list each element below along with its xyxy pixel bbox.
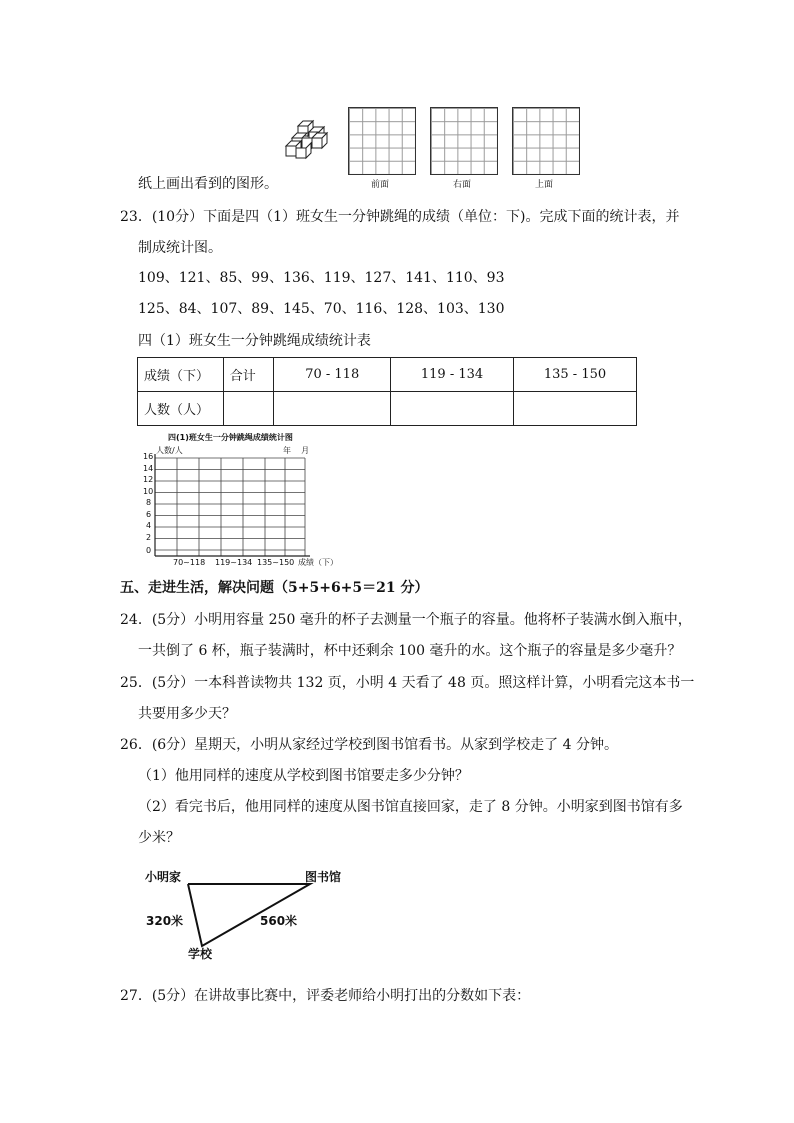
- map-home-label: 小明家: [145, 870, 182, 884]
- q24-line1: 24．(5分）小明用容量 250 毫升的杯子去测量一个瓶子的容量。他将杯子装满水倒入瓶中，: [120, 612, 692, 628]
- table-header-cell: 成绩（下）: [138, 358, 224, 392]
- table-row: [138, 392, 637, 426]
- q26-line1: 26．(6分）星期天，小明从家经过学校到图书馆看书。从家到学校走了 4 分钟。: [120, 737, 618, 753]
- y-tick-12: 12: [143, 475, 154, 484]
- table-cell[interactable]: [391, 392, 514, 426]
- q24-line2: 一共倒了 6 杯，瓶子装满时，杯中还剩余 100 毫升的水。这个瓶子的容量是多少毫升？: [138, 643, 682, 659]
- q22-tail: 纸上画出看到的图形。: [138, 176, 278, 192]
- q23-title: 23．(10分）下面是四（1）班女生一分钟跳绳的成绩（单位：下)。完成下面的统计表，并: [120, 209, 680, 225]
- table-cell[interactable]: [514, 392, 637, 426]
- map-library-label: 图书馆: [305, 870, 342, 884]
- q26-sub2: （2）看完书后，他用同样的速度从图书馆直接回家，走了 8 分钟。小明家到图书馆有多: [138, 799, 683, 815]
- top-view-grid: [512, 107, 580, 175]
- x-tick-label: 135~150: [257, 558, 295, 567]
- table-header-row: [138, 358, 637, 392]
- table-header-cell: 135 - 150: [514, 358, 637, 392]
- right-view-grid: [430, 107, 498, 175]
- chart-date: 年 月: [283, 446, 310, 455]
- bar-chart-grid: [140, 452, 350, 570]
- x-tick-label: 119~134: [215, 558, 253, 567]
- x-tick-label: 70~118: [173, 558, 206, 567]
- y-tick-4: 4: [146, 521, 152, 530]
- q23-table-title: 四（1）班女生一分钟跳绳成绩统计表: [138, 333, 371, 349]
- map-distance-1: 320米: [146, 914, 184, 928]
- q26-sub2-cont: 少米？: [138, 830, 180, 846]
- chart-title: 四(1)班女生一分钟跳绳成绩统计图: [168, 433, 293, 442]
- q23-data-row2: 125、84、107、89、145、70、116、128、103、130: [138, 301, 505, 317]
- q23-data-row1: 109、121、85、99、136、119、127、141、110、93: [138, 270, 505, 286]
- right-view-label: 右面: [453, 180, 472, 190]
- q26-sub1: （1）他用同样的速度从学校到图书馆要走多少分钟？: [138, 768, 469, 784]
- front-view-label: 前面: [371, 180, 390, 190]
- front-view-grid: [348, 107, 416, 175]
- y-tick-6: 6: [146, 510, 152, 519]
- stat-table: [137, 357, 637, 426]
- table-header-cell: 70 - 118: [274, 358, 391, 392]
- cube-stack-figure: [282, 118, 336, 164]
- table-cell[interactable]: [223, 392, 274, 426]
- map-distance-2: 560米: [260, 914, 298, 928]
- table-header-cell: 合计: [223, 358, 274, 392]
- chart-ylabel: 人数/人: [156, 446, 183, 455]
- q27-line1: 27．(5分）在讲故事比赛中，评委老师给小明打出的分数如下表：: [120, 988, 531, 1004]
- y-tick-2: 2: [146, 533, 152, 542]
- table-row-label: 人数（人）: [138, 392, 224, 426]
- x-axis-label: 成绩（下）: [298, 558, 338, 567]
- y-tick-0: 0: [146, 546, 152, 555]
- map-school-label: 学校: [188, 947, 213, 961]
- top-view-label: 上面: [535, 180, 554, 190]
- q25-line1: 25．(5分）一本科普读物共 132 页，小明 4 天看了 48 页。照这样计算，小明看完这本书一: [120, 675, 695, 691]
- table-cell[interactable]: [274, 392, 391, 426]
- y-tick-16: 16: [143, 452, 154, 461]
- y-tick-8: 8: [146, 498, 152, 507]
- q23-title-cont: 制成统计图。: [138, 240, 222, 256]
- y-tick-14: 14: [143, 464, 154, 473]
- q25-line2: 共要用多少天？: [138, 706, 236, 722]
- table-header-cell: 119 - 134: [391, 358, 514, 392]
- section-5-heading: 五、走进生活，解决问题（5+5+6+5＝21 分）: [120, 580, 429, 596]
- y-tick-10: 10: [143, 487, 154, 496]
